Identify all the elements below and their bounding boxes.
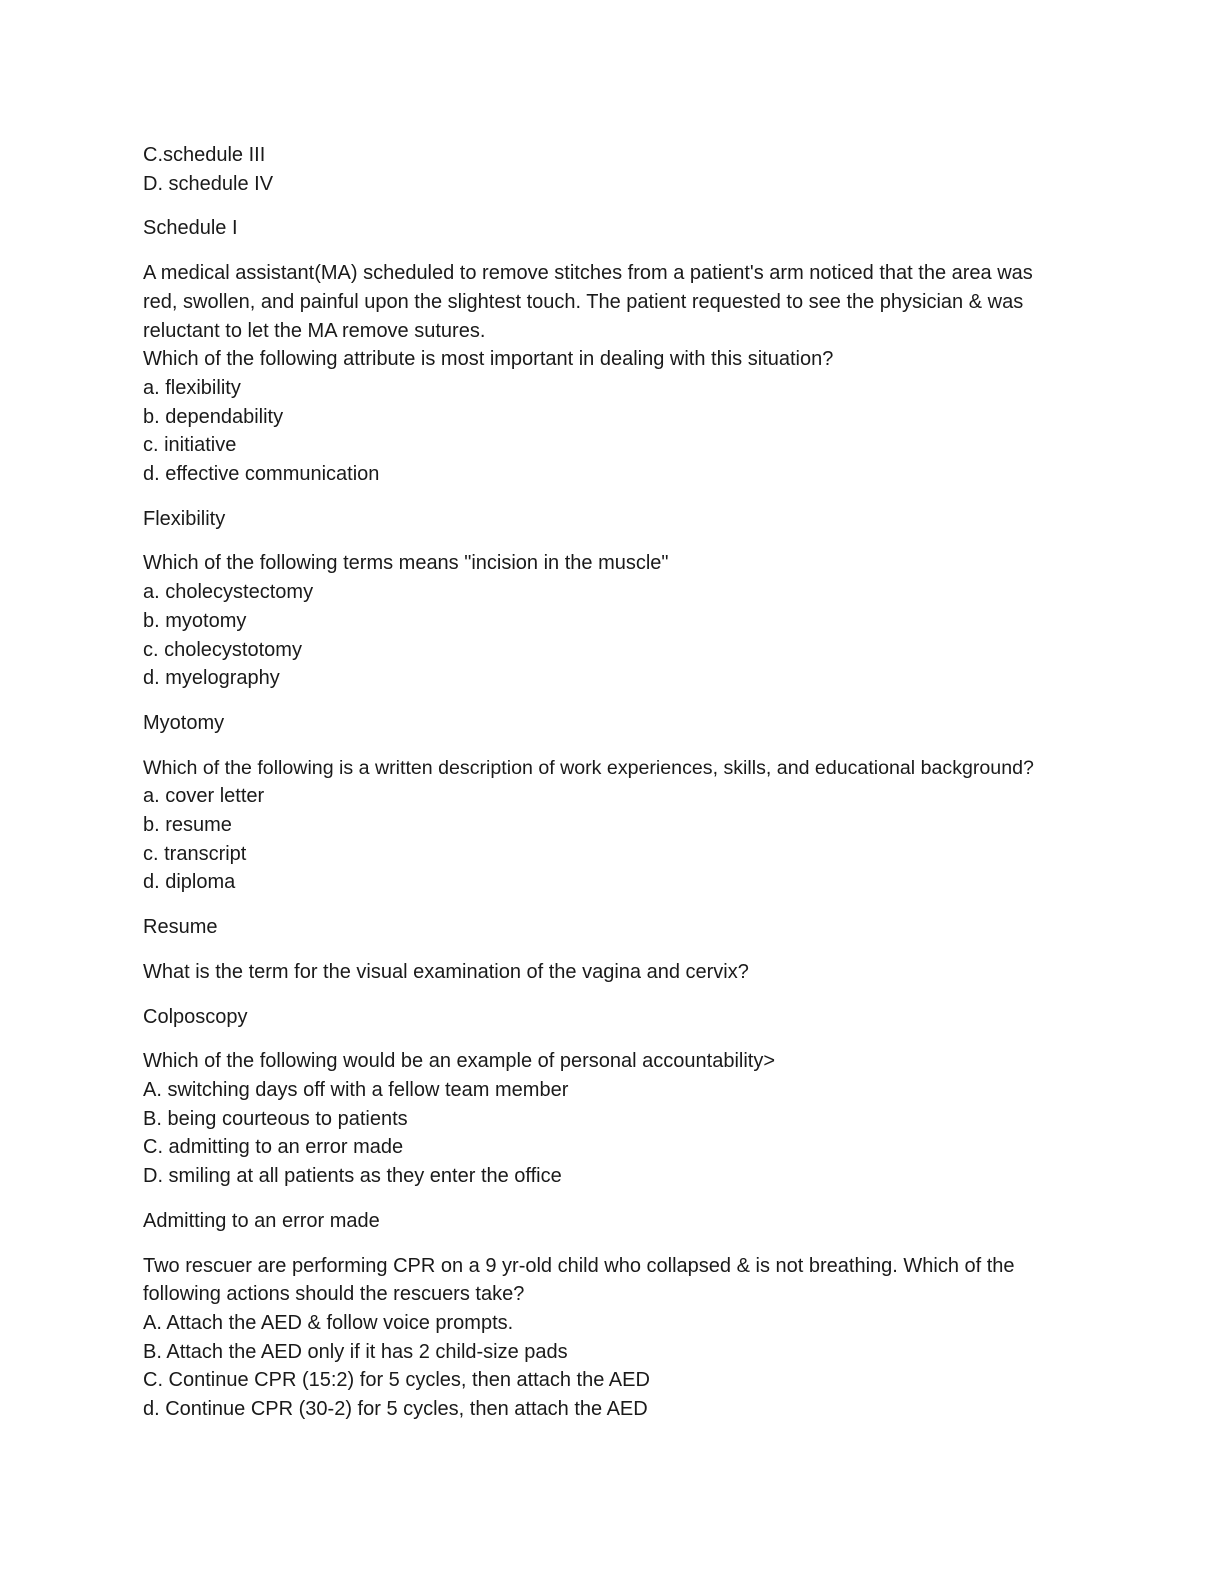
- question-text: Which of the following terms means "incision in the muscle": [143, 552, 669, 575]
- question: [143, 958, 1103, 987]
- question-text: Which of the following attribute is most important in dealing with this situation?: [143, 348, 834, 371]
- option-c: c. cholecystotomy: [143, 638, 302, 661]
- question-text: following actions should the rescuers take?: [143, 1283, 525, 1306]
- option-d: D. smiling at all patients as they enter the office: [143, 1165, 562, 1188]
- answer: [143, 1207, 1103, 1236]
- answer: [143, 913, 1103, 942]
- question: [143, 754, 1103, 898]
- option-c: C. Continue CPR (15:2) for 5 cycles, then attach the AED: [143, 1369, 650, 1392]
- option-b: b. dependability: [143, 405, 284, 428]
- question-text: reluctant to let the MA remove sutures.: [143, 319, 486, 342]
- option-d: d. Continue CPR (30-2) for 5 cycles, then attach the AED: [143, 1398, 648, 1421]
- option-b: b. myotomy: [143, 609, 247, 632]
- answer-text: Colposcopy: [143, 1005, 248, 1028]
- option-a: a. cholecystectomy: [143, 581, 314, 604]
- answer-text: Admitting to an error made: [143, 1209, 380, 1232]
- option-a: a. flexibility: [143, 376, 241, 399]
- option-d: d. diploma: [143, 871, 236, 894]
- question-options-continued: [143, 141, 1103, 198]
- answer: [143, 505, 1103, 534]
- question: [143, 259, 1103, 489]
- answer: [143, 1003, 1103, 1032]
- document-body: [143, 141, 1103, 1440]
- answer-text: Flexibility: [143, 507, 226, 530]
- option-b: B. being courteous to patients: [143, 1107, 408, 1130]
- answer-text: Schedule I: [143, 217, 238, 240]
- question-text: What is the term for the visual examination of the vagina and cervix?: [143, 960, 749, 983]
- option-a: A. Attach the AED & follow voice prompts.: [143, 1311, 514, 1334]
- answer: [143, 214, 1103, 243]
- option-d: d. effective communication: [143, 463, 380, 486]
- question-text: Two rescuer are performing CPR on a 9 yr-old child who collapsed & is not breathing. Which of the: [143, 1254, 1015, 1277]
- option-b: b. resume: [143, 814, 232, 837]
- answer: [143, 709, 1103, 738]
- answer-text: Resume: [143, 916, 218, 939]
- question: [143, 1252, 1103, 1424]
- option-c: C. admitting to an error made: [143, 1136, 404, 1159]
- question-text: A medical assistant(MA) scheduled to remove stitches from a patient's arm noticed that the area was: [143, 262, 1033, 285]
- option-d: d. myelography: [143, 667, 280, 690]
- option-d: D. schedule IV: [143, 172, 274, 195]
- option-c: c. initiative: [143, 434, 237, 457]
- answer-text: Myotomy: [143, 711, 225, 734]
- question-text: Which of the following is a written description of work experiences, skills, and educational background?: [143, 756, 1034, 779]
- question: [143, 549, 1103, 693]
- option-a: a. cover letter: [143, 785, 265, 808]
- option-c: c. transcript: [143, 842, 247, 865]
- question: [143, 1047, 1103, 1191]
- option-b: B. Attach the AED only if it has 2 child-size pads: [143, 1340, 568, 1363]
- option-a: A. switching days off with a fellow team member: [143, 1078, 569, 1101]
- question-text: Which of the following would be an example of personal accountability>: [143, 1050, 776, 1073]
- option-c: C.schedule III: [143, 144, 266, 166]
- question-text: red, swollen, and painful upon the slightest touch. The patient requested to see the physician & was: [143, 290, 1024, 313]
